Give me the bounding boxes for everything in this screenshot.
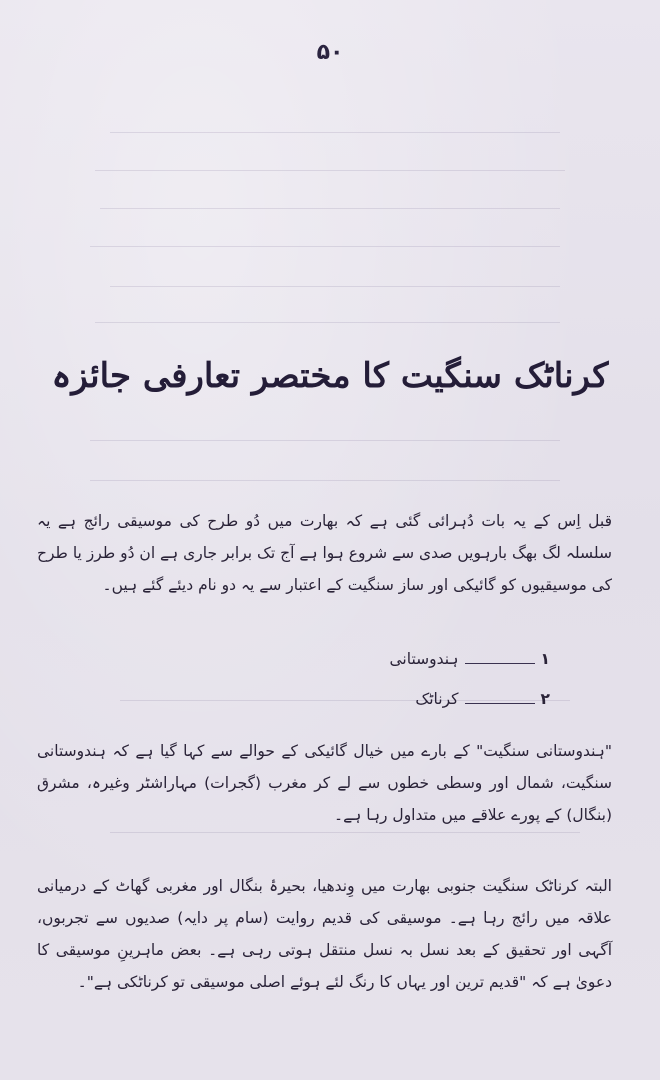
page-number: ۵۰ [316,40,344,65]
list-rule [465,662,535,664]
list-item-1 [390,650,550,668]
list-rule [465,702,535,704]
chapter-title: کرناٹک سنگیت کا مختصر تعارفی جائزہ [51,356,609,396]
list-number: ۲ [540,690,550,708]
hindustani-paragraph: "ہندوستانی سنگیت" کے بارے میں خیال گائیکی کے حوالے سے کہا گیا ہے کہ ہندوستانی سنگیت، شمال اور وسطی خطوں سے لے کر مغرب (گجرات) مہاراشٹر وغیرہ، مشرق (بنگال) کے پورے علاقے میں متداول رہا ہے۔ [37,742,612,824]
list-label: ہندوستانی [389,650,459,668]
list-item-2 [415,690,550,708]
karnatak-paragraph: البتہ کرناٹک سنگیت جنوبی بھارت میں وِندھیا، بحیرۂ بنگال اور مغربی گھاٹ کے درمیانی علاقہ میں رائج رہا ہے۔ موسیقی کی قدیم روایت (سام پر دایہ) صدیوں سے تجربوں، آگہی اور تحقیق کے بعد نسل بہ نسل منتقل ہوتی رہی ہے۔ بعض ماہرینِ موسیقی کا دعویٰ ہے کہ "قدیم ترین اور یہاں کا رنگ لئے ہوئے اصلی موسیقی تو کرناٹکی ہے"۔ [37,877,612,991]
list-label: کرناٹک [415,690,459,708]
list-number: ۱ [540,650,550,668]
intro-paragraph: قبل اِس کے یہ بات دُہرائی گئی ہے کہ بھارت میں دُو طرح کی موسیقی رائج ہے یہ سلسلہ لگ بھگ بارہویں صدی سے شروع ہوا ہے آج تک برابر جاری ہے ان دُو طرز یا طرح کی موسیقیوں کو گائیکی اور ساز سنگیت کے اعتبار سے یہ دو نام دیئے گئے ہیں۔ [37,512,612,594]
